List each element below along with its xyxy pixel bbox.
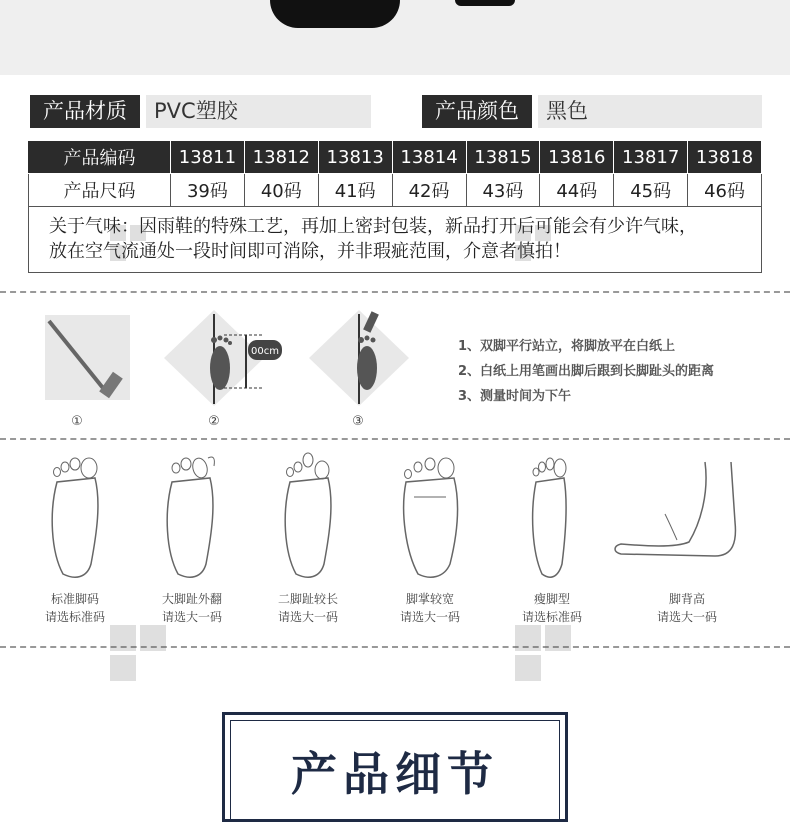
slim-foot-icon bbox=[520, 452, 580, 582]
color-value: 黑色 bbox=[538, 95, 762, 128]
size-cell: 45码 bbox=[614, 174, 688, 207]
size-row bbox=[29, 174, 762, 207]
foot-type-advice: 请选标准码 bbox=[44, 610, 105, 624]
foot-type-label: 脚背高 bbox=[668, 592, 705, 606]
wide-foot-icon bbox=[400, 452, 460, 582]
code-cell: 13811 bbox=[171, 141, 245, 174]
code-cell: 13815 bbox=[466, 141, 540, 174]
size-cell: 40码 bbox=[244, 174, 318, 207]
color-label: 产品颜色 bbox=[422, 95, 532, 128]
high-instep-foot-icon bbox=[605, 452, 745, 582]
code-cell: 13816 bbox=[540, 141, 614, 174]
foot-type-advice: 请选大一码 bbox=[399, 610, 460, 624]
long-second-toe-foot-icon bbox=[278, 452, 338, 582]
watermark-logo-icon bbox=[110, 625, 170, 685]
foot-pen-icon bbox=[305, 308, 415, 408]
foot-type-label: 瘦脚型 bbox=[533, 592, 570, 606]
section-title: 产品细节 bbox=[291, 747, 499, 801]
product-image-bottom bbox=[0, 0, 790, 75]
foot-type-1 bbox=[20, 590, 130, 626]
step-1-number: ① bbox=[71, 414, 83, 429]
foot-type-advice: 请选大一码 bbox=[161, 610, 222, 624]
divider bbox=[0, 291, 790, 293]
note-line-1: 关于气味：因雨鞋的特殊工艺，再加上密封包装，新品打开后可能会有少许气味， bbox=[49, 216, 697, 237]
foot-type-3 bbox=[253, 590, 363, 626]
boot-sole-image-2 bbox=[455, 0, 515, 6]
code-cell: 13813 bbox=[318, 141, 392, 174]
instruction-1: 1、双脚平行站立，将脚放平在白纸上 bbox=[458, 339, 676, 354]
code-cell: 13812 bbox=[244, 141, 318, 174]
foot-type-label: 脚掌较宽 bbox=[405, 592, 454, 606]
divider bbox=[0, 438, 790, 440]
code-row-label: 产品编码 bbox=[29, 141, 171, 174]
code-cell: 13818 bbox=[688, 141, 762, 174]
material-value: PVC塑胶 bbox=[146, 95, 371, 128]
foot-type-label: 大脚趾外翻 bbox=[161, 592, 222, 606]
foot-type-4 bbox=[375, 590, 485, 626]
size-row-label: 产品尺码 bbox=[29, 174, 171, 207]
step-3-number: ③ bbox=[352, 414, 364, 429]
foot-type-6 bbox=[632, 590, 742, 626]
size-table bbox=[28, 140, 762, 207]
size-cell: 39码 bbox=[171, 174, 245, 207]
boot-sole-image bbox=[270, 0, 400, 28]
instruction-2: 2、白纸上用笔画出脚后跟到长脚趾头的距离 bbox=[458, 364, 715, 379]
foot-outline-icon bbox=[162, 308, 292, 408]
foot-type-advice: 请选大一码 bbox=[656, 610, 717, 624]
code-cell: 13817 bbox=[614, 141, 688, 174]
size-cell: 43码 bbox=[466, 174, 540, 207]
watermark-logo-icon bbox=[515, 625, 575, 685]
code-cell: 13814 bbox=[392, 141, 466, 174]
size-cell: 44码 bbox=[540, 174, 614, 207]
note-line-2: 放在空气流通处一段时间即可消除，并非瑕疵范围，介意者慎拍！ bbox=[49, 241, 571, 262]
standard-foot-icon bbox=[45, 452, 105, 582]
ruler-text: 00cm bbox=[251, 346, 279, 357]
watermark-logo-icon bbox=[515, 225, 555, 275]
foot-type-advice: 请选大一码 bbox=[277, 610, 338, 624]
size-cell: 46码 bbox=[688, 174, 762, 207]
size-cell: 41码 bbox=[318, 174, 392, 207]
pen-icon bbox=[45, 315, 130, 405]
bunion-foot-icon bbox=[160, 452, 220, 582]
step-2-number: ② bbox=[208, 414, 220, 429]
watermark-logo-icon bbox=[110, 225, 150, 275]
foot-type-label: 标准脚码 bbox=[50, 592, 99, 606]
foot-type-advice: 请选标准码 bbox=[521, 610, 582, 624]
size-cell: 42码 bbox=[392, 174, 466, 207]
foot-type-2 bbox=[137, 590, 247, 626]
material-label: 产品材质 bbox=[30, 95, 140, 128]
foot-type-5 bbox=[497, 590, 607, 626]
foot-type-label: 二脚趾较长 bbox=[277, 592, 338, 606]
code-row bbox=[29, 141, 762, 174]
instruction-3: 3、测量时间为下午 bbox=[458, 389, 572, 404]
